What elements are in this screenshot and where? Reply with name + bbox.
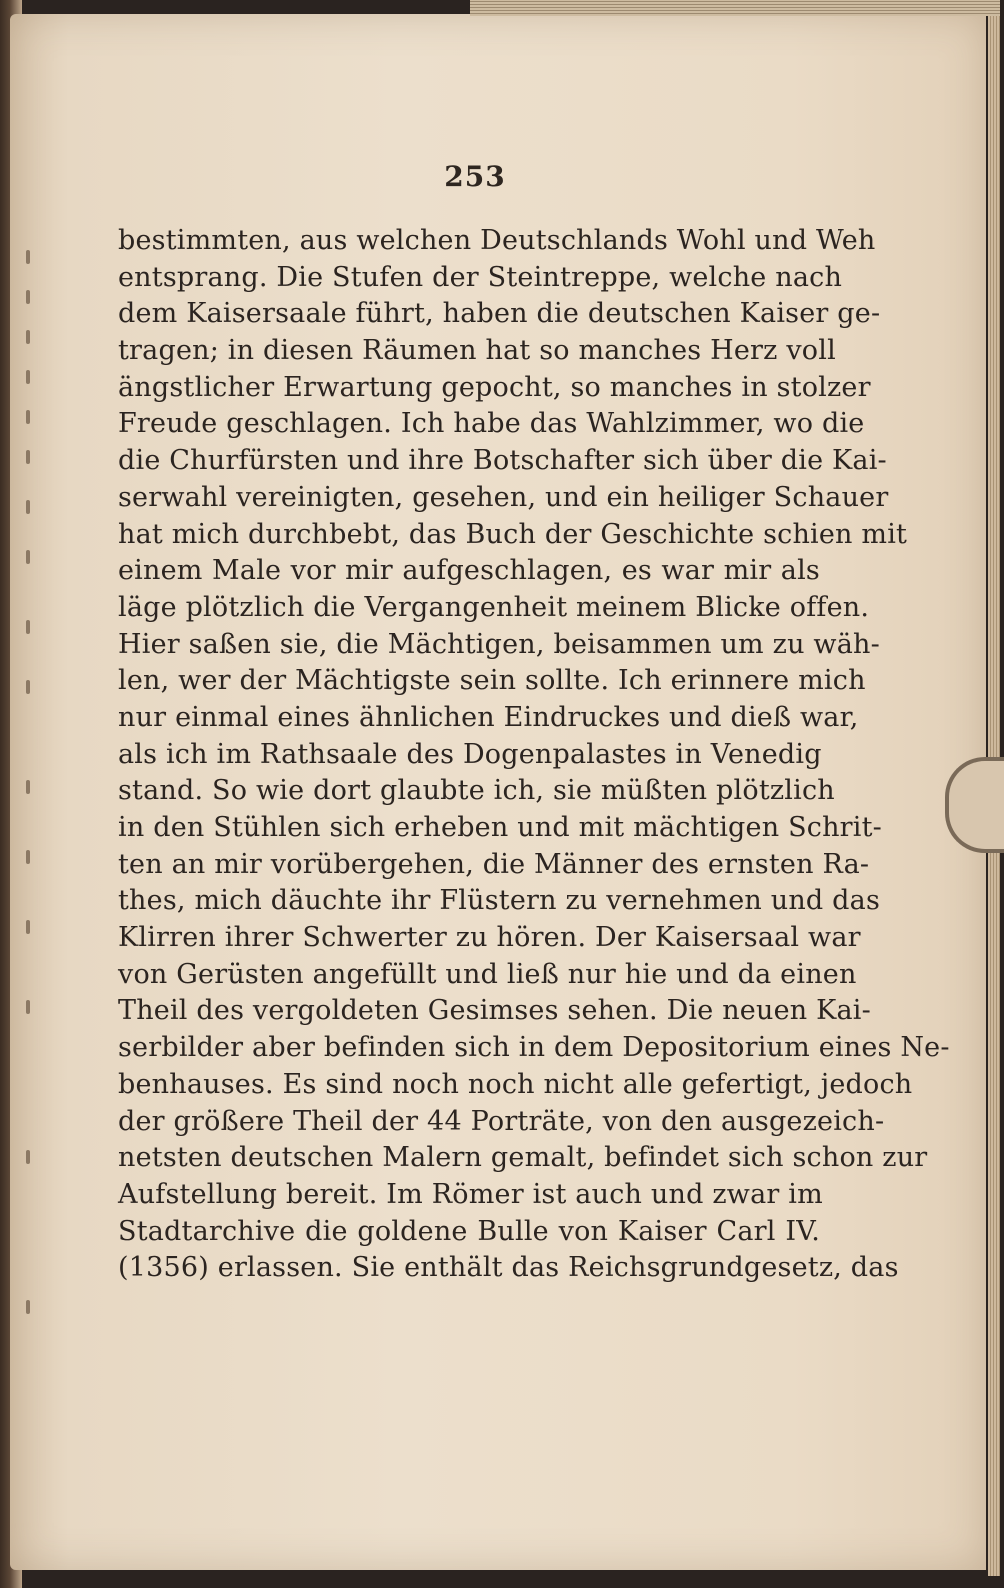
text-line: einem Male vor mir aufgeschlagen, es war mir als: [118, 555, 820, 587]
text-line: len, wer der Mächtigste sein sollte. Ich erinnere mich: [118, 665, 866, 697]
text-line: Theil des vergoldeten Gesimses sehen. Die neuen Kai-: [118, 995, 871, 1027]
text-line: dem Kaisersaale führt, haben die deutschen Kaiser ge-: [118, 298, 881, 330]
text-line: hat mich durchbebt, das Buch der Geschichte schien mit: [118, 518, 908, 550]
body-text: [118, 223, 950, 1287]
text-line: ängstlicher Erwartung gepocht, so manches in stolzer: [118, 371, 871, 403]
text-line: serwahl vereinigten, gesehen, und ein heiliger Schauer: [118, 481, 889, 513]
text-line: bestimmten, aus welchen Deutschlands Wohl und Weh: [118, 225, 876, 256]
text-line: der größere Theil der 44 Porträte, von den ausgezeich-: [118, 1105, 885, 1137]
text-line: nur einmal eines ähnlichen Eindruckes und dieß war,: [118, 701, 859, 733]
text-line: Aufstellung bereit. Im Römer ist auch und zwar im: [118, 1178, 823, 1210]
text-line: entsprang. Die Stufen der Steintreppe, welche nach: [118, 261, 843, 293]
text-line: serbilder aber befinden sich in dem Depositorium eines Ne-: [118, 1032, 950, 1064]
text-line: netsten deutschen Malern gemalt, befindet sich schon zur: [118, 1142, 928, 1174]
text-line: Hier saßen sie, die Mächtigen, beisammen um zu wäh-: [118, 628, 880, 660]
text-line: benhauses. Es sind noch noch nicht alle gefertigt, jedoch: [118, 1068, 913, 1100]
page-stack-top-edge: [470, 0, 1000, 16]
text-line: in den Stühlen sich erheben und mit mächtigen Schrit-: [118, 812, 882, 843]
text-line: ten an mir vorübergehen, die Männer des ernsten Ra-: [118, 848, 870, 880]
text-line: von Gerüsten angefüllt und ließ nur hie und da einen: [118, 958, 857, 990]
text-line: Freude geschlagen. Ich habe das Wahlzimmer, wo die: [118, 408, 865, 440]
text-line: als ich im Rathsaale des Dogenpalastes in Venedig: [118, 738, 822, 770]
page-number: 253: [444, 160, 506, 193]
previous-page-bleed: [22, 0, 46, 1588]
text-line: die Churfürsten und ihre Botschafter sich über die Kai-: [118, 445, 887, 477]
text-line: stand. So wie dort glaubte ich, sie müßten plötzlich: [118, 775, 835, 807]
text-line: Klirren ihrer Schwerter zu hören. Der Kaisersaal war: [118, 922, 861, 954]
text-line: tragen; in diesen Räumen hat so manches Herz voll: [118, 335, 836, 367]
text-line: läge plötzlich die Vergangenheit meinem Blicke offen.: [118, 591, 870, 623]
text-line: Stadtarchive die goldene Bulle von Kaiser Carl IV.: [118, 1215, 820, 1247]
thumb-index-tab: [945, 757, 1004, 853]
text-line: (1356) erlassen. Sie enthält das Reichsgrundgesetz, das: [118, 1252, 899, 1284]
text-line: thes, mich däuchte ihr Flüstern zu vernehmen und das: [118, 885, 881, 917]
